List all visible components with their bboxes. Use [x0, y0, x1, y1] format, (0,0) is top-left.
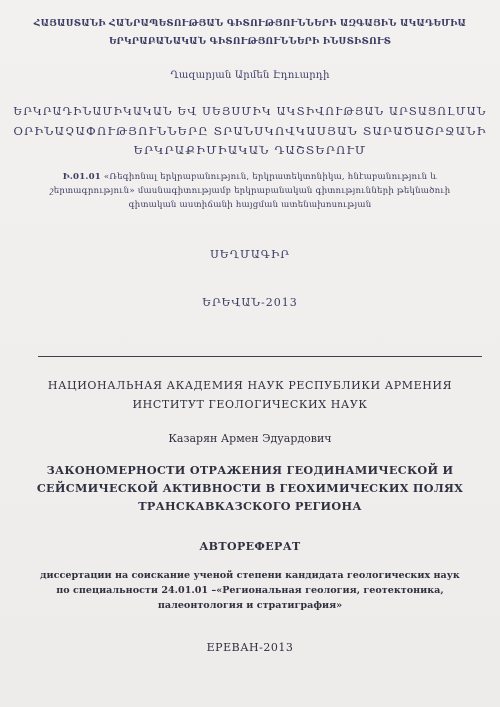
armenian-specialty-text: «Ռեգիոնալ երկրաբանություն, երկրատեկտոնիկա, հնէաբանություն և: [100, 172, 438, 182]
armenian-title-line-1: ԵՐԿՐԱԴԻՆԱՄԻԿԱԿԱՆ ԵՎ ՍԵՅՍՄԻԿ ԱԿՏԻՎՈՒԹՅԱՆ ԱՐՏԱՑՈԼՄԱՆ: [13, 105, 487, 118]
russian-title-line-2: СЕЙСМИЧЕСКОЙ АКТИВНОСТИ В ГЕОХИМИЧЕСКИХ ПОЛЯХ: [36, 481, 464, 495]
russian-title-line-3: ТРАНСКАВКАЗСКОГО РЕГИОНА: [138, 499, 362, 513]
armenian-specialty-line-3: գիտական աստիճանի հայցման ատենախոսության: [128, 200, 372, 210]
armenian-institution-line-2: ԵՐԿՐԱԲԱՆԱԿԱՆ ԳԻՏՈՒԹՅՈՒՆՆԵՐԻ ԻՆՍՏԻՏՈՒՏ: [108, 37, 392, 47]
russian-description-line-3: палеонтология и стратиграфия»: [157, 600, 343, 611]
armenian-author-name: Ղազարյան Արմեն Էդուարդի: [170, 70, 330, 81]
armenian-specialty-line-2: շերտագրություն» մասնագիտությամբ երկրաբանական գիտությունների թեկնածուի: [49, 186, 451, 196]
russian-institution-line-2: ИНСТИТУТ ГЕОЛОГИЧЕСКИХ НАУК: [132, 398, 368, 411]
russian-title-line-1: ЗАКОНОМЕРНОСТИ ОТРАЖЕНИЯ ГЕОДИНАМИЧЕСКОЙ И: [46, 463, 454, 477]
russian-description-line-1: диссертации на соискание ученой степени кандидата геологических наук: [40, 570, 460, 581]
armenian-specialty-code: Ի.01.01: [62, 172, 101, 182]
russian-city-year: ЕРЕВАН-2013: [206, 641, 294, 654]
armenian-institution-line-1: ՀԱՅԱՍՏԱՆԻ ՀԱՆՐԱՊԵՏՈՒԹՅԱՆ ԳԻՏՈՒԹՅՈՒՆՆԵՐԻ ԱԶԳԱՅԻՆ ԱԿԱԴԵՄԻԱ: [33, 19, 467, 29]
armenian-city-year: ԵՐԵՎԱՆ-2013: [202, 296, 298, 309]
armenian-document-type: ՍԵՂՄԱԳԻՐ: [210, 248, 290, 261]
russian-author-name: Казарян Армен Эдуардович: [168, 432, 332, 445]
armenian-specialty-line-1: [10, 172, 490, 182]
armenian-title-line-3: ԵՐԿՐԱՔԻՄԻԱԿԱՆ ԴԱՇՏԵՐՈՒՄ: [133, 143, 367, 157]
russian-description-line-2: по специальности 24.01.01 –«Региональная геология, геотектоника,: [56, 585, 444, 596]
armenian-title-line-2: ՕՐԻՆԱՉԱՓՈՒԹՅՈՒՆՆԵՐԸ ՏՐԱՆՍԿՈՎԿԱՍՅԱՆ ՏԱՐԱԾԱՇՐՋԱՆԻ: [13, 124, 487, 138]
russian-institution-line-1: НАЦИОНАЛЬНАЯ АКАДЕМИЯ НАУК РЕСПУБЛИКИ АРМЕНИЯ: [47, 379, 453, 392]
section-divider: [38, 356, 482, 357]
russian-document-type: АВТОРЕФЕРАТ: [199, 540, 301, 553]
